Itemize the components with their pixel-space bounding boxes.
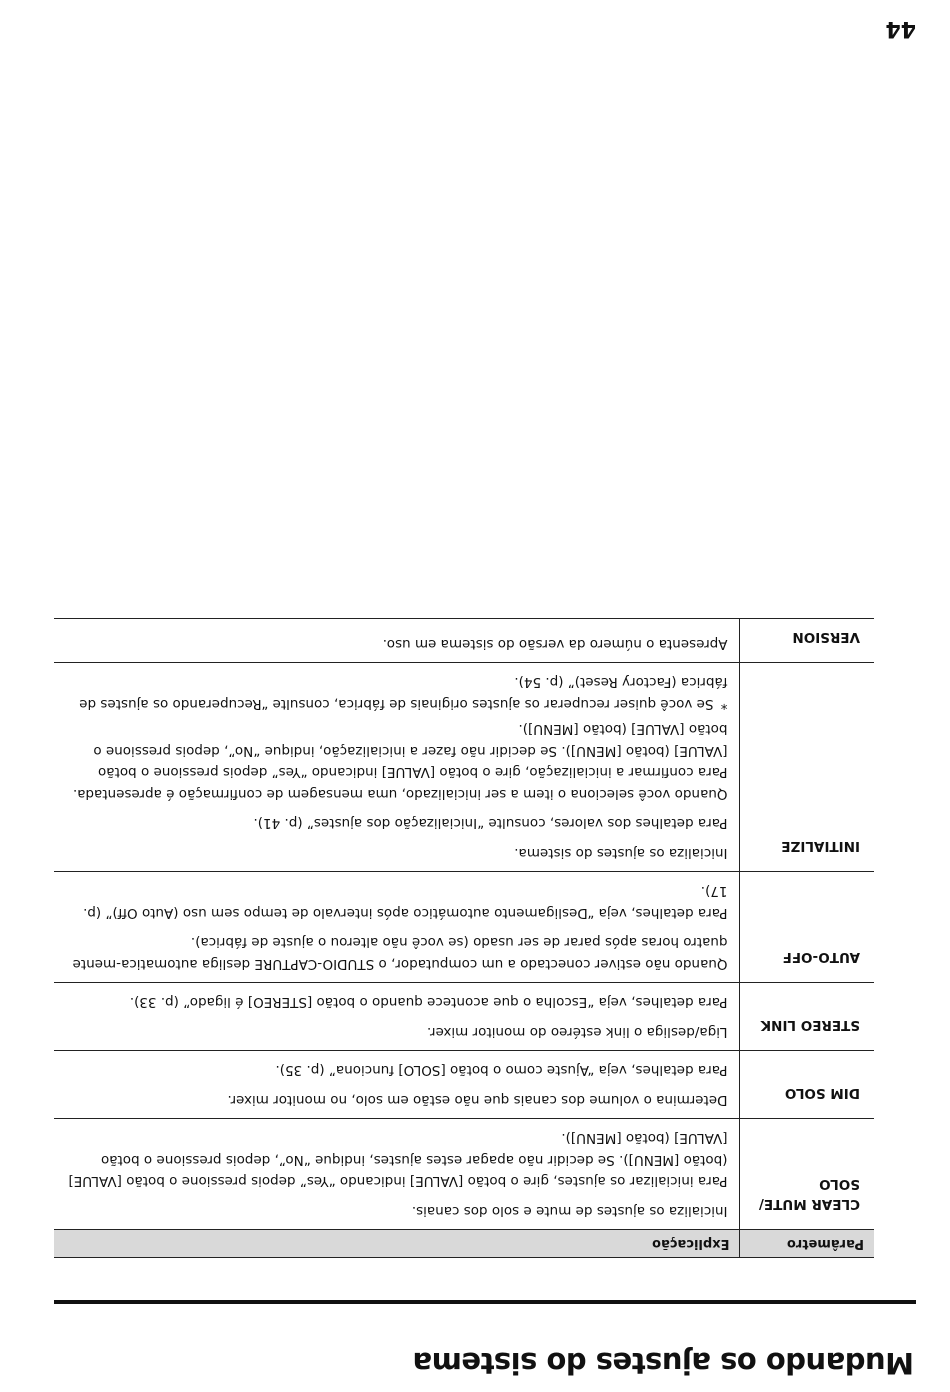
note-mark: * [720, 696, 728, 712]
parameter-explanation [54, 1119, 740, 1230]
explanation-text: Liga/desliga o link estéreo do monitor mixer. [426, 1024, 728, 1040]
column-header-parameter: Parâmetro [740, 1230, 874, 1258]
parameter-name: AUTO-OFF [740, 872, 874, 983]
table-row [54, 619, 874, 663]
parameter-table [54, 618, 874, 1258]
parameter-explanation [54, 619, 740, 663]
note-text: Se você quiser recuperar os ajustes originais de fábrica, consulte “Recuperando os ajustes de fábrica (Factory Reset)” (p. 54). [79, 674, 728, 712]
explanation-detail: Para inicializar os ajustes, gire o botão [VALUE] indicando “Yes” depois pressione o botão [VALUE] (botão [MENU]). Se decidir não apagar estes ajustes, indique “No”, depois pressione o botão [VALUE] (botão [MENU]). [68, 1130, 728, 1190]
parameter-name: INITIALIZE [740, 663, 874, 872]
explanation-text: Quando não estiver conectado a um computador, o STUDIO-CAPTURE desliga automatica-mente quatro horas após parar de ser usado (se você não alterou o ajuste de fábrica). [72, 934, 728, 972]
table-row [54, 1051, 874, 1119]
explanation-detail: Para detalhes, veja “Escolha o que acontece quando o botão [STEREO] é ligado” (p. 33). [129, 994, 728, 1011]
parameter-name: STEREO LINK [740, 983, 874, 1051]
table-row [54, 1119, 874, 1230]
explanation-detail: Quando você seleciona o item a ser inicializado, uma mensagem de confirmação é apresentada. Para confirmar a inicialização, gire o botão [VALUE] indicando “Yes” depois pressione o botão [VALUE] (botão [MENU]). Se decidir não fazer a inicialização, indique “No”, depois pressione o botão [VALUE] (botão [MENU]). [72, 721, 728, 802]
page-title: Mudando os ajustes do sistema [413, 1346, 914, 1380]
explanation-detail: Para detalhes, veja “Desligamento automático após intervalo de tempo sem uso (Auto Off)” (p. 17). [83, 883, 728, 921]
explanation-note [64, 671, 728, 714]
explanation-text: Determina o volume dos canais que não estão em solo, no monitor mixer. [227, 1092, 728, 1108]
parameter-name: DIM SOLO [740, 1051, 874, 1119]
table-header-row [54, 1230, 874, 1258]
page-number: 44 [885, 16, 916, 41]
parameter-name: VERSION [740, 619, 874, 663]
explanation-detail: Para detalhes dos valores, consulte “Inicialização dos ajustes” (p. 41). [253, 815, 728, 832]
explanation-text: Apresenta o número da versão do sistema em uso. [382, 636, 728, 652]
explanation-text: Inicializa os ajustes do sistema. [514, 845, 728, 861]
parameter-name: CLEAR MUTE/ SOLO [740, 1119, 874, 1230]
parameter-explanation [54, 1051, 740, 1119]
column-header-explanation: Explicação [54, 1230, 740, 1258]
parameter-explanation [54, 663, 740, 872]
parameter-explanation [54, 872, 740, 983]
explanation-text: Inicializa os ajustes de mute e solo dos canais. [411, 1203, 728, 1219]
table-row [54, 663, 874, 872]
title-rule [54, 1300, 916, 1304]
explanation-detail: Para detalhes, veja “Ajuste como o botão [SOLO] funciona” (p. 35). [275, 1062, 728, 1079]
table-row [54, 872, 874, 983]
table-row [54, 983, 874, 1051]
parameter-explanation [54, 983, 740, 1051]
